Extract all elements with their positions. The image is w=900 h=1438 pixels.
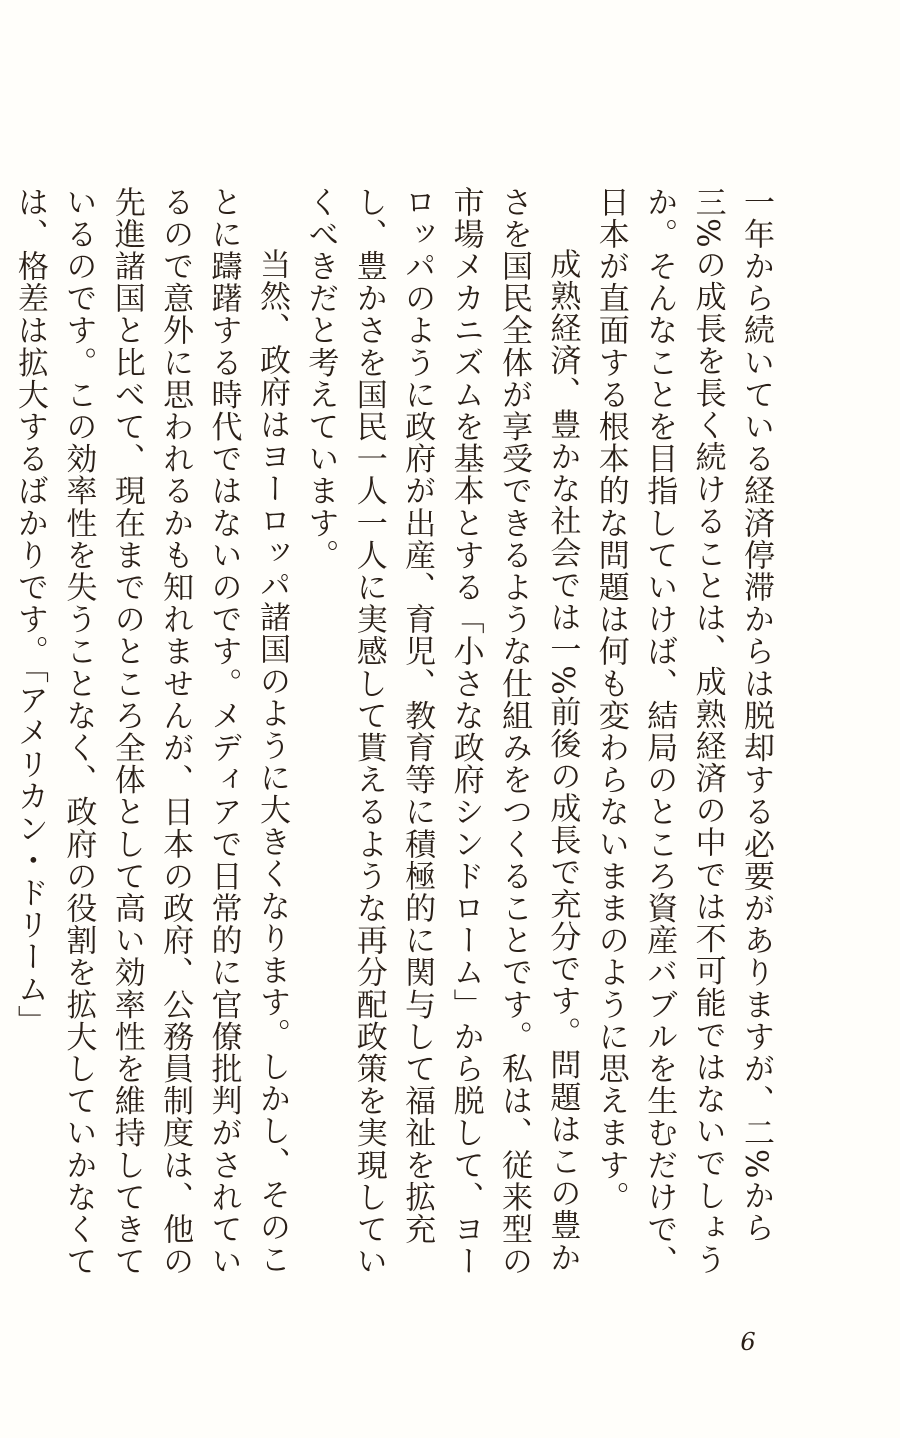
vertical-text-body [11, 186, 780, 1301]
page-number: 6 [740, 1328, 756, 1356]
paragraph-2: 成熟経済、豊かな社会では一%前後の成長で充分です。問題はこの豊かさを国民全体が享受できるような仕組みをつくることです。私は、従来型の市場メカニズムを基本とする「小さな政府シンドローム」から脱して、ヨーロッパのように政府が出産、育児、教育等に積極的に関与して福祉を拡充し、豊かさを国民一人一人に実感して貰えるような再分配政策を実現していくべきだと考えています。 [302, 186, 581, 1278]
paragraph-1: 一年から続いている経済停滞からは脱却する必要がありますが、二%から三%の成長を長く続けることは、成熟経済の中では不可能ではないでしょうか。そんなことを目指していけば、結局のところ資産バブルを生むだけで、日本が直面する根本的な問題は何も変わらないままのように思えます。 [592, 186, 774, 1278]
paragraph-3: 当然、政府はヨーロッパ諸国のように大きくなります。しかし、そのことに躊躇する時代ではないのです。メディアで日常的に官僚批判がされているので意外に思われるかも知れませんが、日本の政府、公務員制度は、他の先進諸国と比べて、現在までのところ全体として高い効率性を維持してきているのです。この効率性を失うことなく、政府の役割を拡大していかなくては、格差は拡大するばかりです。「アメリカン・ドリーム」 [11, 186, 290, 1278]
